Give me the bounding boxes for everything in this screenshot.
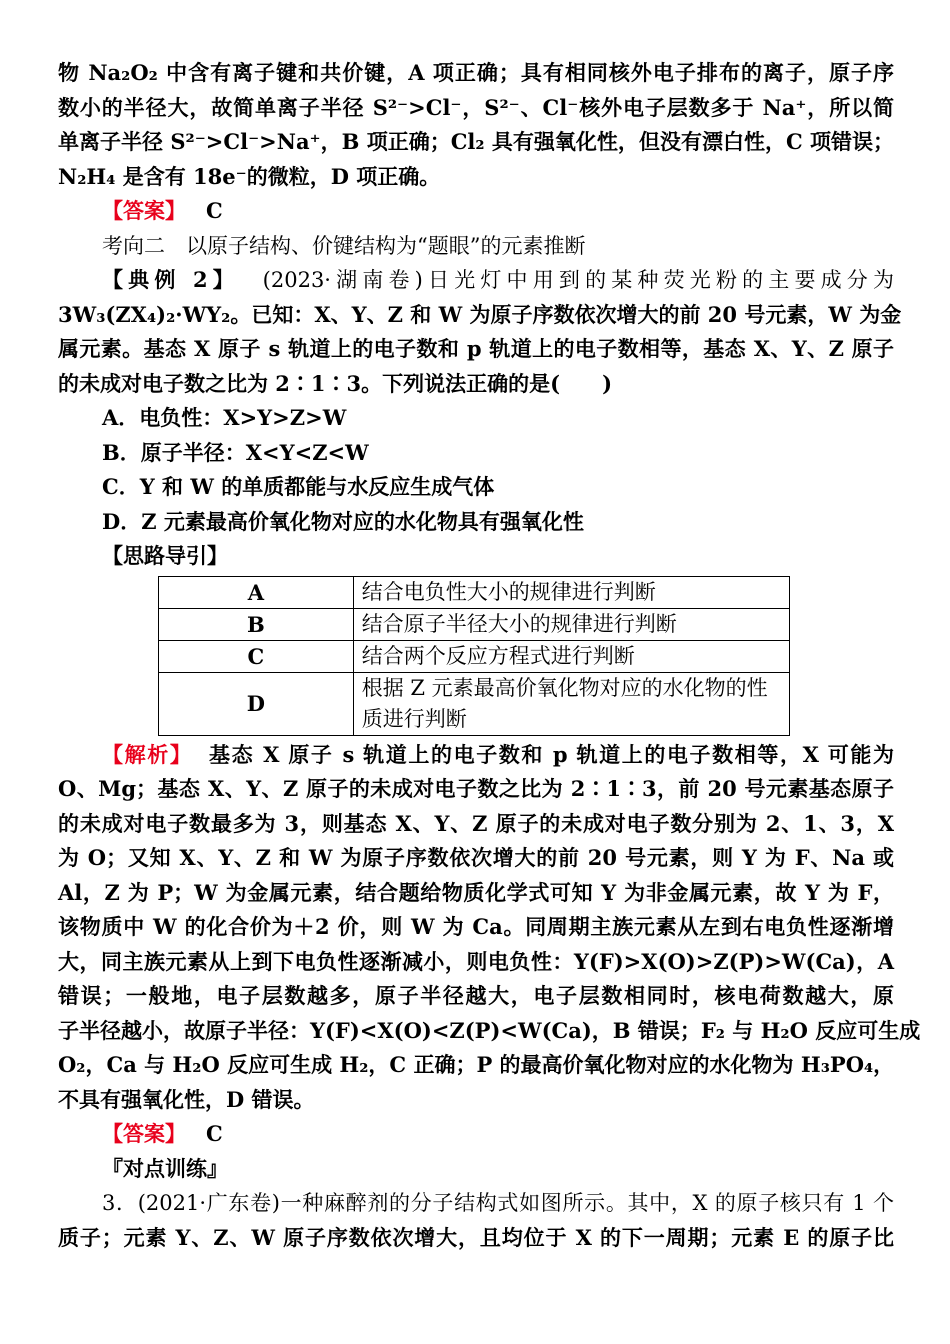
example-source-text: (2023·湖南卷)日光灯中用到的某种荧光粉的主要成分为	[262, 268, 894, 292]
guide-key: A	[159, 576, 354, 608]
example-first-line	[58, 263, 894, 298]
text-line: 大，同主族元素从上到下电负性逐渐减小，则电负性：Y(F)>X(O)>Z(P)>W(Ca)，A	[58, 948, 894, 974]
guide-key: D	[159, 672, 354, 735]
question-3-line: 3．(2021·广东卷)一种麻醉剂的分子结构式如图所示。其中，X 的原子核只有 1 个	[102, 1191, 894, 1215]
text-line: 数小的半径大，故简单离子半径 S²⁻>Cl⁻，S²⁻、Cl⁻核外电子层数多于 Na⁺，所以简	[58, 94, 894, 120]
text-line: 为 O；又知 X、Y、Z 和 W 为原子序数依次增大的前 20 号元素，则 Y 为 F、Na 或	[58, 845, 894, 870]
guide-key: B	[159, 608, 354, 640]
guide-text: 结合电负性大小的规律进行判断	[353, 576, 789, 608]
text-line: 物 Na₂O₂ 中含有离子键和共价键，A 项正确；具有相同核外电子排布的离子，原子序	[58, 60, 894, 85]
answer-2	[58, 1117, 894, 1152]
text-line: 错误；一般地，电子层数越多，原子半径越大，电子层数相同时，核电荷数越大，原	[58, 983, 894, 1008]
table-row	[159, 576, 790, 608]
example-label: 【典例 2】	[102, 267, 239, 292]
analysis-first-text: 基态 X 原子 s 轨道上的电子数和 p 轨道上的电子数相等，X 可能为	[208, 741, 894, 767]
table-row	[159, 640, 790, 672]
table-row	[159, 608, 790, 640]
guide-text: 根据 Z 元素最高价氧化物对应的水化物的性质进行判断	[353, 672, 789, 735]
text-line: N₂H₄ 是含有 18e⁻的微粒，D 项正确。	[58, 163, 441, 189]
analysis-first-line	[58, 738, 894, 773]
text-line: Al，Z 为 P；W 为金属元素，结合题给物质化学式可知 Y 为非金属元素，故 Y 为 F，	[58, 879, 894, 905]
guide-text: 结合原子半径大小的规律进行判断	[353, 608, 789, 640]
option-c: C．Y 和 W 的单质都能与水反应生成气体	[102, 474, 495, 499]
text-line: O₂，Ca 与 H₂O 反应可生成 H₂，C 正确；P 的最高价氧化物对应的水化物为 H₃PO₄，	[58, 1052, 895, 1077]
guide-table	[158, 576, 790, 736]
text-line: 属元素。基态 X 原子 s 轨道上的电子数和 p 轨道上的电子数相等，基态 X、Y、Z 原子	[58, 336, 894, 361]
option-d: D．Z 元素最高价氧化物对应的水化物具有强氧化性	[102, 508, 584, 534]
guide-label: 【思路导引】	[102, 543, 228, 568]
training-label: 『对点训练』	[102, 1155, 228, 1181]
guide-text: 结合两个反应方程式进行判断	[353, 640, 789, 672]
text-line: O、Mg；基态 X、Y、Z 原子的未成对电子数之比为 2∶1∶3，前 20 号元素基态原子	[58, 776, 894, 801]
option-a: A．电负性：X>Y>Z>W	[102, 405, 347, 430]
analysis-label: 【解析】	[102, 741, 193, 767]
text-line: 3W₃(ZX₄)₂·WY₂。已知：X、Y、Z 和 W 为原子序数依次增大的前 20 号元素，W 为金	[58, 301, 902, 327]
text-line: 子半径越小，故原子半径：Y(F)<X(O)<Z(P)<W(Ca)，B 错误；F₂ 与 H₂O 反应可生成	[58, 1017, 921, 1043]
answer-label: 【答案】	[102, 198, 186, 223]
document-page	[58, 56, 921, 1255]
text-line: 的未成对电子数之比为 2∶1∶3。下列说法正确的是( )	[58, 370, 613, 396]
section-title: 考向二 以原子结构、价键结构为“题眼”的元素推断	[102, 233, 586, 258]
answer-value: C	[206, 1121, 223, 1146]
table-row	[159, 672, 790, 735]
text-line: 不具有强氧化性，D 错误。	[58, 1086, 315, 1112]
text-line: 该物质中 W 的化合价为＋2 价，则 W 为 Ca。同周期主族元素从左到右电负性逐渐增	[58, 914, 894, 939]
text-line: 单离子半径 S²⁻>Cl⁻>Na⁺，B 项正确；Cl₂ 具有强氧化性，但没有漂白性，C 项错误；	[58, 129, 894, 154]
answer-label: 【答案】	[102, 1121, 186, 1146]
guide-key: C	[159, 640, 354, 672]
answer-value: C	[206, 198, 223, 223]
answer-1	[58, 194, 894, 229]
question-3-line: 质子；元素 Y、Z、W 原子序数依次增大，且均位于 X 的下一周期；元素 E 的原子比	[58, 1224, 894, 1250]
option-b: B．原子半径：X<Y<Z<W	[102, 439, 369, 465]
text-line: 的未成对电子数最多为 3，则基态 X、Y、Z 原子的未成对电子数分别为 2、1、3，X	[58, 810, 894, 836]
